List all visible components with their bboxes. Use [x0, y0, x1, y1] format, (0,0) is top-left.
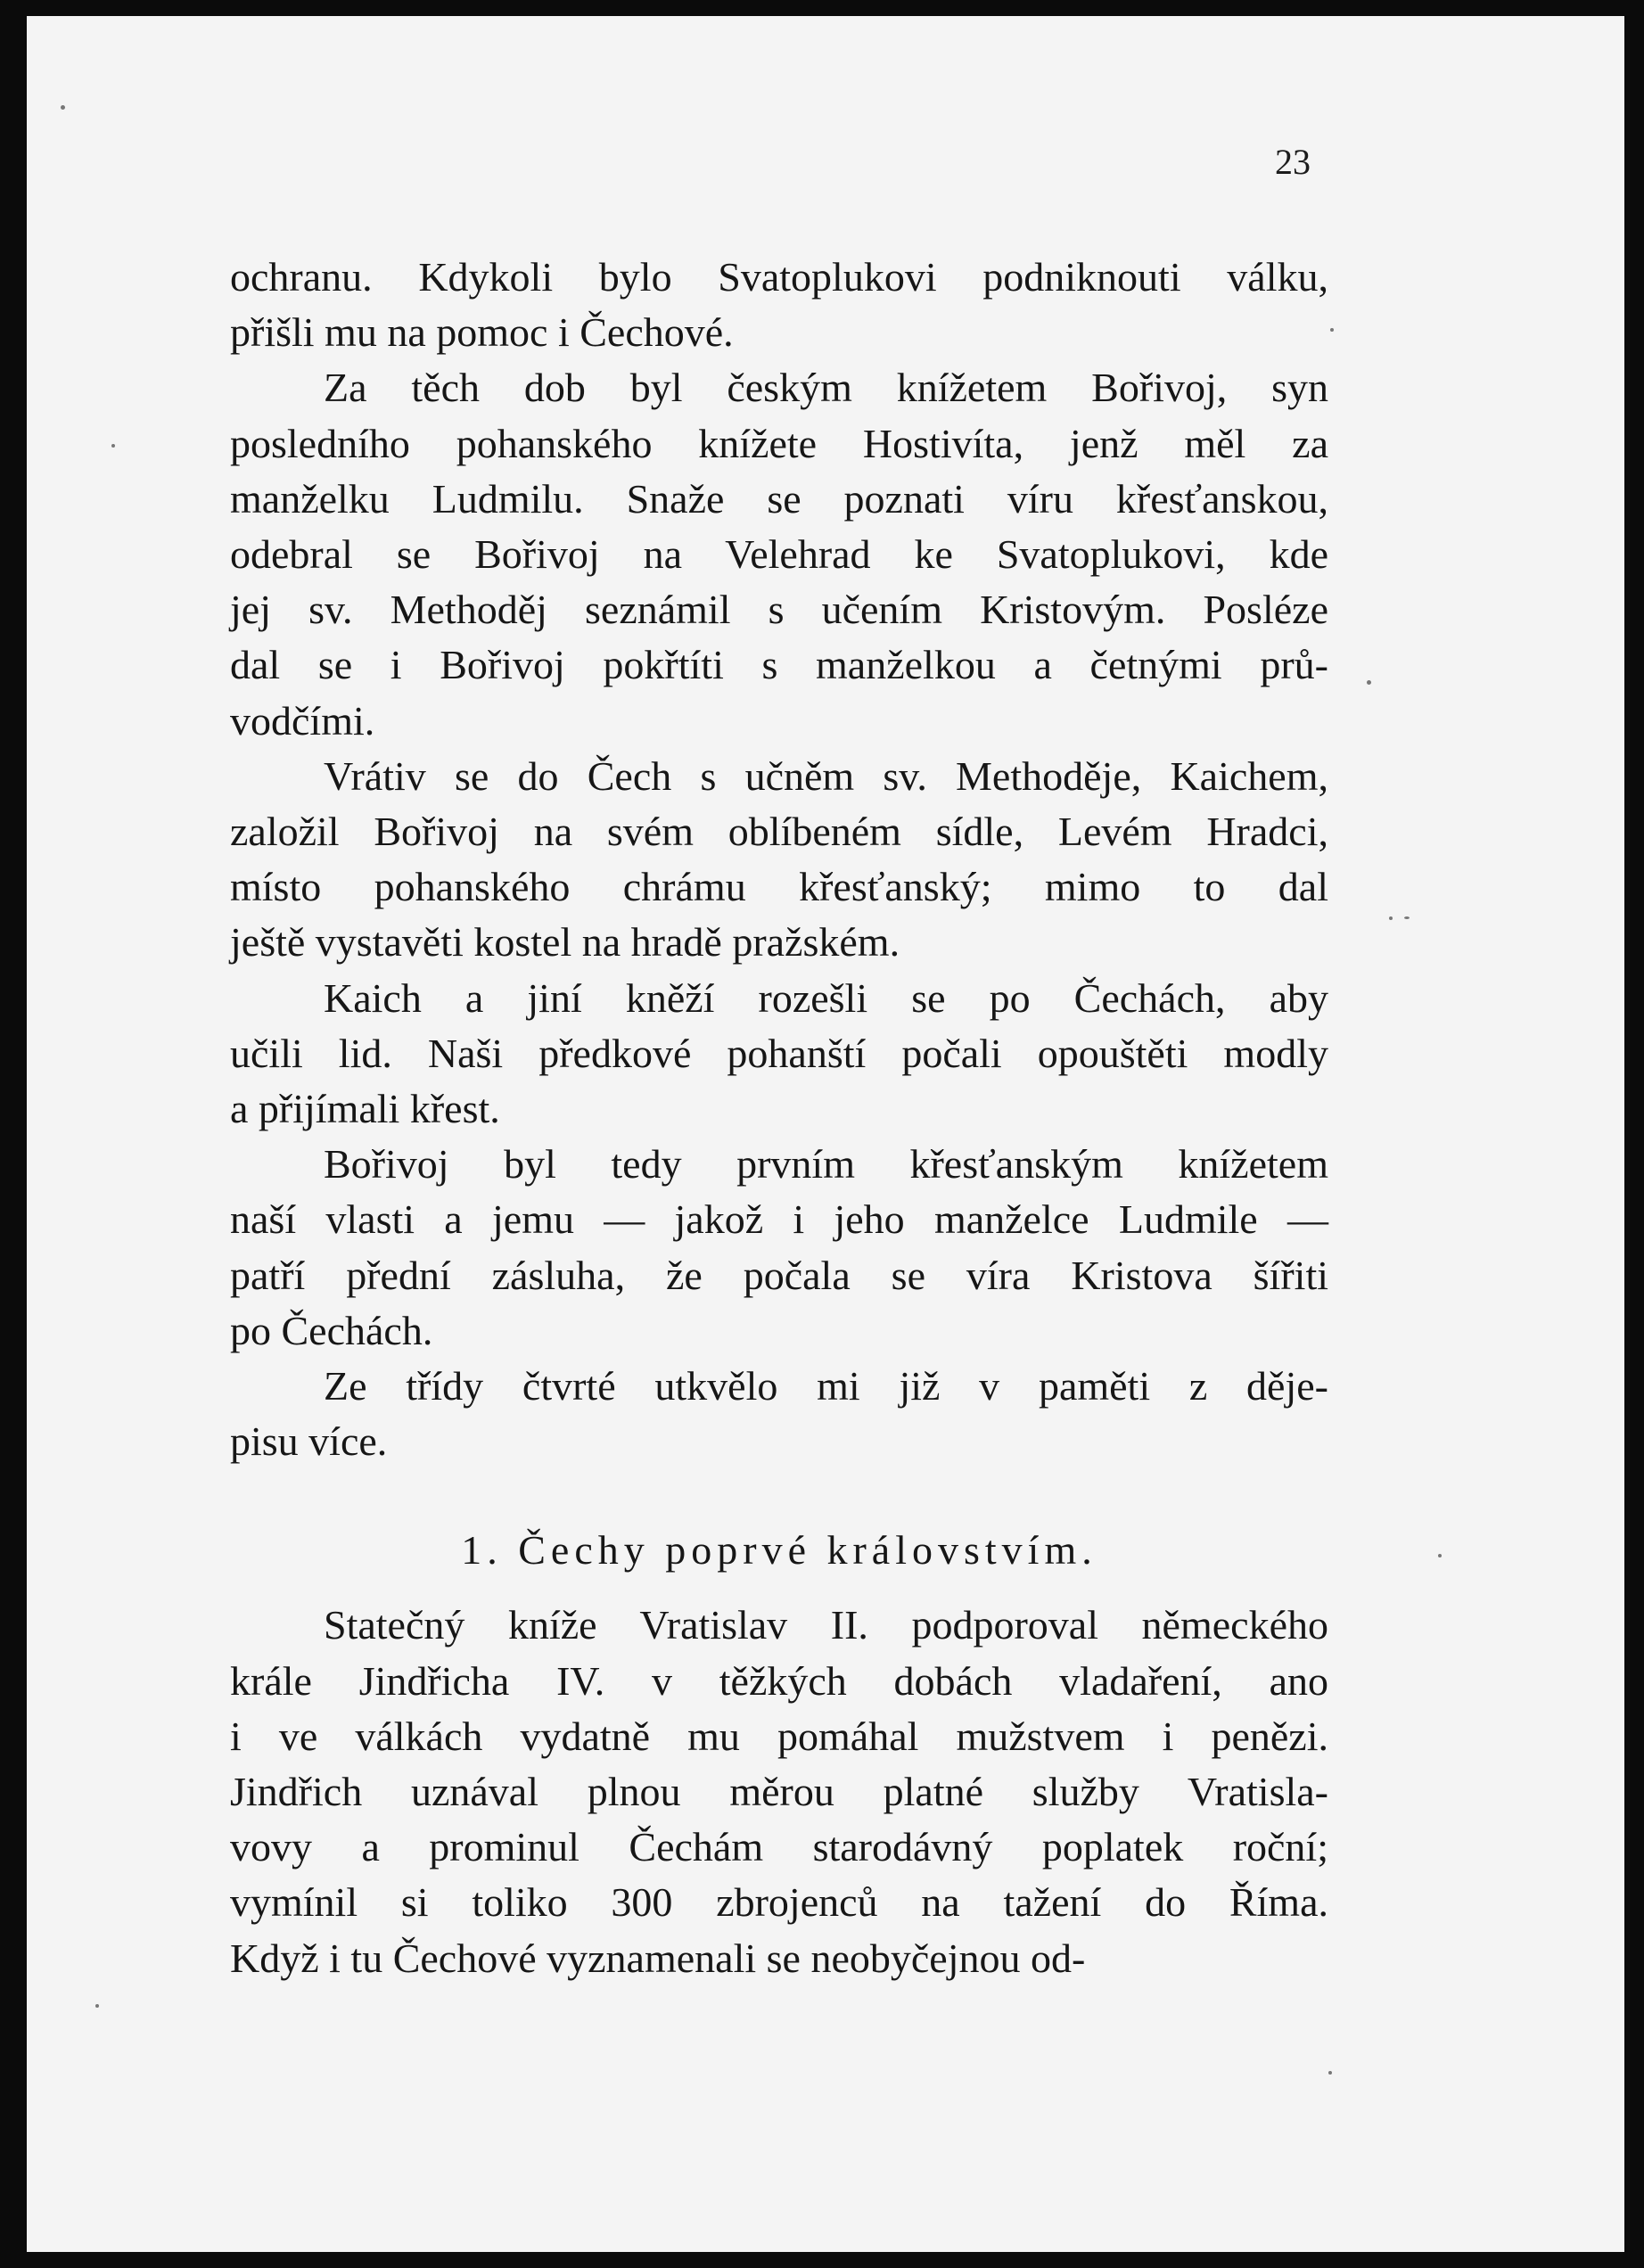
- scan-speck: [1328, 2071, 1332, 2075]
- text-line: posledního pohanského knížete Hostivíta, jenž měl za: [230, 420, 1328, 466]
- text-line: vovy a prominul Čechám starodávný poplatek roční;: [230, 1824, 1328, 1870]
- scan-speck: [1330, 328, 1334, 332]
- paragraph: [230, 250, 1328, 360]
- text-line: Statečný kníže Vratislav II. podporoval německého: [324, 1602, 1328, 1648]
- text-line: po Čechách.: [230, 1307, 433, 1353]
- text-line: přišli mu na pomoc i Čechové.: [230, 309, 734, 356]
- text-line: manželku Ludmilu. Snaže se poznati víru křesťanskou,: [230, 475, 1328, 522]
- scan-speck: [1404, 916, 1410, 919]
- text-line: založil Bořivoj na svém oblíbeném sídle, Levém Hradci,: [230, 809, 1328, 855]
- text-line: místo pohanského chrámu křesťanský; mimo to dal: [230, 864, 1328, 910]
- text-line: naší vlasti a jemu — jakož i jeho manželce Ludmile —: [230, 1196, 1328, 1243]
- paragraph: [230, 749, 1328, 971]
- text-line: a přijímali křest.: [230, 1086, 500, 1132]
- scan-speck: [1438, 1554, 1442, 1557]
- text-line: Za těch dob byl českým knížetem Bořivoj, syn: [324, 365, 1328, 411]
- text-line: Bořivoj byl tedy prvním křesťanským knížetem: [324, 1141, 1328, 1187]
- book-page: [27, 16, 1624, 2252]
- text-line: ochranu. Kdykoli bylo Svatoplukovi podniknouti válku,: [230, 254, 1328, 300]
- scan-speck: [95, 2004, 99, 2008]
- body-text: [230, 250, 1328, 1986]
- scan-speck: [61, 105, 65, 110]
- paragraph: [230, 360, 1328, 748]
- text-line: Ze třídy čtvrté utkvělo mi již v paměti z děje-: [324, 1363, 1328, 1409]
- paragraphs-after-heading: [230, 1598, 1328, 1985]
- text-line: vymínil si toliko 300 zbrojenců na tažení do Říma.: [230, 1879, 1328, 1926]
- text-line: Vrátiv se do Čech s učněm sv. Methoděje, Kaichem,: [324, 752, 1328, 799]
- text-line: patří přední zásluha, že počala se víra Kristova šířiti: [230, 1252, 1328, 1298]
- paragraph: [230, 1598, 1328, 1985]
- paragraphs-before-heading: [230, 250, 1328, 1469]
- text-line: dal se i Bořivoj pokřtíti s manželkou a četnými prů-: [230, 642, 1328, 688]
- text-line: Když i tu Čechové vyznamenali se neobyčejnou od-: [230, 1935, 1086, 1981]
- text-line: jej sv. Methoděj seznámil s učením Kristovým. Posléze: [230, 587, 1328, 633]
- text-line: učili lid. Naši předkové pohanští počali opouštěti modly: [230, 1030, 1328, 1076]
- page-number: 23: [1275, 142, 1311, 182]
- paragraph: [230, 1359, 1328, 1469]
- scan-speck: [111, 444, 115, 448]
- section-heading: 1. Čechy poprvé královstvím.: [461, 1527, 1097, 1574]
- text-line: odebral se Bořivoj na Velehrad ke Svatoplukovi, kde: [230, 531, 1328, 578]
- scan-speck: [1389, 916, 1393, 920]
- text-line: Jindřich uznával plnou měrou platné služby Vratisla-: [230, 1769, 1328, 1815]
- text-line: pisu více.: [230, 1418, 388, 1465]
- paragraph: [230, 1137, 1328, 1359]
- text-line: vodčími.: [230, 697, 375, 744]
- paragraph: [230, 971, 1328, 1138]
- text-line: Kaich a jiní kněží rozešli se po Čechách, aby: [324, 974, 1328, 1021]
- text-line: ještě vystavěti kostel na hradě pražském.: [230, 919, 900, 966]
- text-line: krále Jindřicha IV. v těžkých dobách vladaření, ano: [230, 1657, 1328, 1704]
- text-line: i ve válkách vydatně mu pomáhal mužstvem i penězi.: [230, 1713, 1328, 1759]
- scan-speck: [1367, 680, 1371, 685]
